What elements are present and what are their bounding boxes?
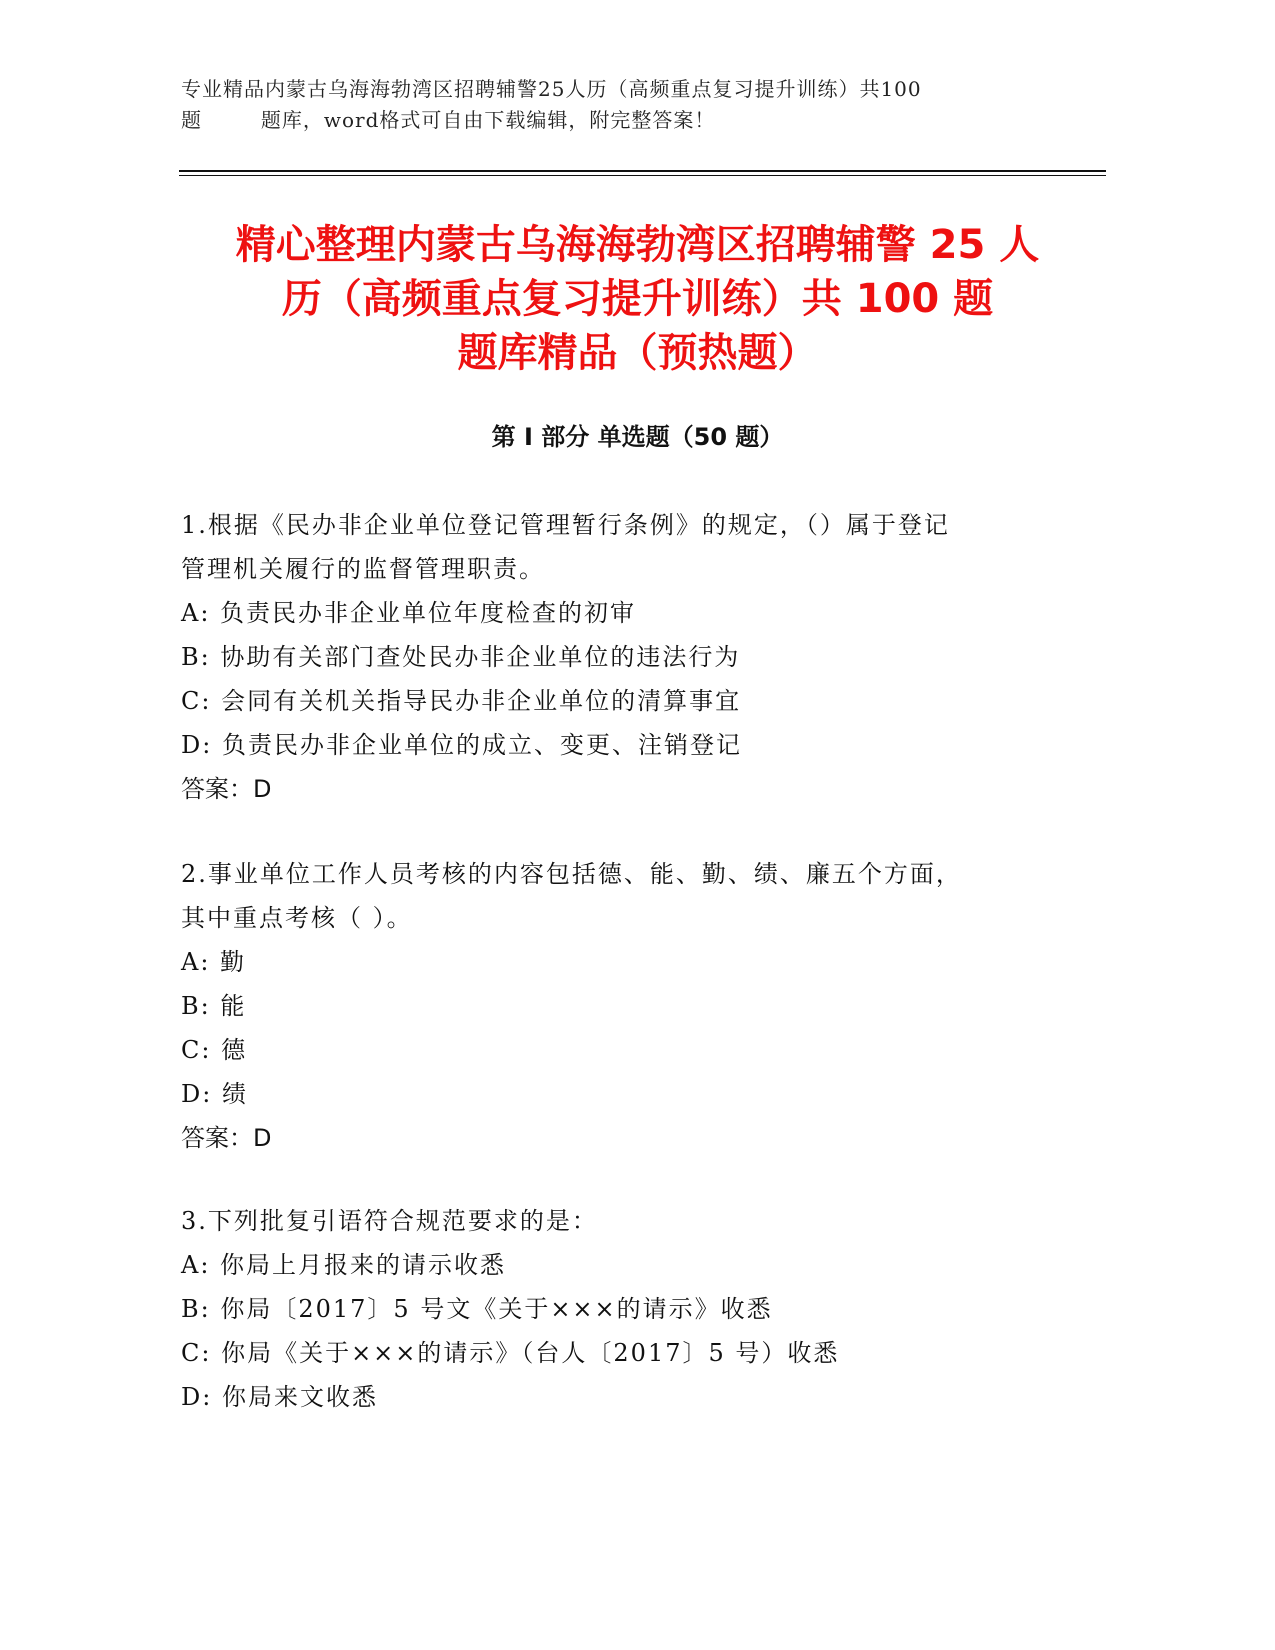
header-divider — [179, 170, 1106, 172]
answer: 答案：D — [181, 1124, 272, 1152]
header-line-2: 题 题库，word格式可自由下载编辑，附完整答案！ — [181, 108, 716, 132]
question-stem: 2.事业单位工作人员考核的内容包括德、能、勤、绩、廉五个方面， — [181, 860, 962, 888]
answer: 答案：D — [181, 775, 272, 803]
option-b: B: 你局〔2017〕5 号文《关于×××的请示》收悉 — [181, 1295, 773, 1323]
header-line-1: 专业精品内蒙古乌海海勃湾区招聘辅警25人历（高频重点复习提升训练）共100 — [181, 77, 922, 101]
question-1 — [181, 503, 1061, 811]
option-b: B: 能 — [181, 992, 247, 1020]
option-a: A: 勤 — [181, 948, 247, 976]
question-stem: 管理机关履行的监督管理职责。 — [181, 555, 545, 583]
question-stem: 3.下列批复引语符合规范要求的是： — [181, 1207, 598, 1235]
option-d: D: 绩 — [181, 1080, 248, 1108]
option-a: A: 你局上月报来的请示收悉 — [181, 1251, 507, 1279]
option-c: C: 你局《关于×××的请示》（台人〔2017〕5 号）收悉 — [181, 1339, 840, 1367]
option-c: C: 德 — [181, 1036, 248, 1064]
question-stem: 其中重点考核（ ）。 — [181, 904, 413, 932]
header-divider-thin — [179, 175, 1106, 176]
title-line-1: 精心整理内蒙古乌海海勃湾区招聘辅警 25 人 — [235, 222, 1040, 268]
option-a: A: 负责民办非企业单位年度检查的初审 — [181, 599, 637, 627]
document-title — [120, 218, 1155, 380]
title-line-3: 题库精品（预热题） — [457, 330, 818, 376]
page-header — [181, 74, 1101, 136]
option-d: D: 你局来文收悉 — [181, 1383, 378, 1411]
option-c: C: 会同有关机关指导民办非企业单位的清算事宜 — [181, 687, 742, 715]
option-d: D: 负责民办非企业单位的成立、变更、注销登记 — [181, 731, 742, 759]
question-2 — [181, 852, 1061, 1160]
question-stem: 1.根据《民办非企业单位登记管理暂行条例》的规定，（）属于登记 — [181, 511, 950, 539]
option-b: B: 协助有关部门查处民办非企业单位的违法行为 — [181, 643, 741, 671]
section-heading: 第 I 部分 单选题（50 题） — [491, 423, 784, 451]
question-3 — [181, 1199, 1061, 1419]
title-line-2: 历（高频重点复习提升训练）共 100 题 — [281, 276, 994, 322]
